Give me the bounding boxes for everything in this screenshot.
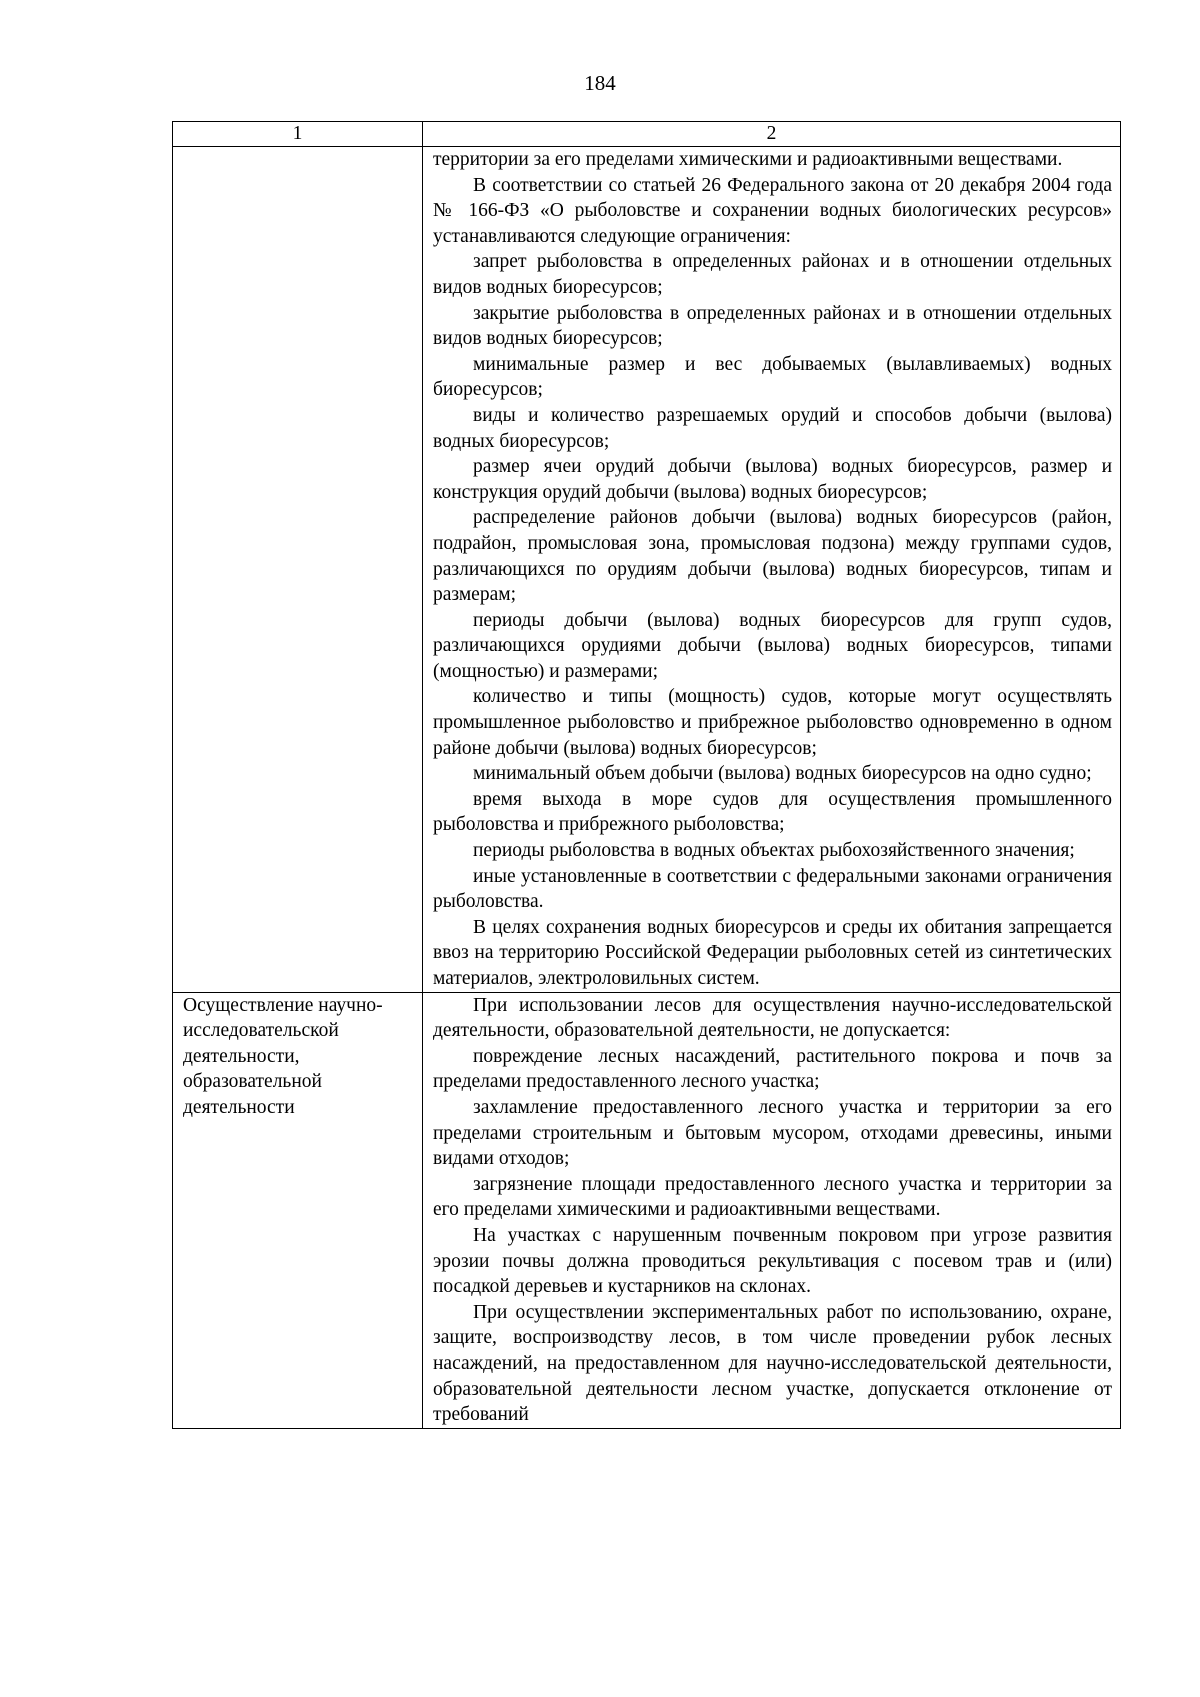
row-2-activity-cell: Осуществление научно-исследовательской деятельности, образовательной деятельности [173, 992, 423, 1428]
list-item: распределение районов добычи (вылова) водных биоресурсов (район, подрайон, промысловая зона, промысловая подзона) между группами судов, различающихся по орудиям добычи (вылова) водных биоресурсов, типам и размерам; [433, 507, 1112, 606]
list-item: виды и количество разрешаемых орудий и способов добычи (вылова) водных биоресурсов; [433, 404, 1112, 452]
row-1-activity-cell [173, 147, 423, 993]
list-item: время выхода в море судов для осуществления промышленного рыболовства и прибрежного рыболовства; [433, 788, 1112, 836]
column-header-1: 1 [173, 122, 423, 147]
list-item: минимальный объем добычи (вылова) водных биоресурсов на одно судно; [473, 763, 1092, 785]
table-row [173, 992, 1121, 1428]
row-1-restrictions-cell [423, 147, 1121, 993]
paragraph: При использовании лесов для осуществления научно-исследовательской деятельности, образовательной деятельности, не допускается: [433, 994, 1112, 1042]
row-2-restrictions-cell [423, 992, 1121, 1428]
list-item: количество и типы (мощность) судов, которые могут осуществлять промышленное рыболовство и прибрежное рыболовство одновременно в одном районе добычи (вылова) водных биоресурсов; [433, 686, 1112, 759]
paragraph: В целях сохранения водных биоресурсов и среды их обитания запрещается ввоз на территорию Российской Федерации рыболовных сетей из синтетических материалов, электроловильных систем. [433, 916, 1112, 989]
paragraph: На участках с нарушенным почвенным покровом при угрозе развития эрозии почвы должна проводиться рекультивация с посевом трав и (или) посадкой деревьев и кустарников на склонах. [433, 1224, 1112, 1298]
list-item: запрет рыболовства в определенных районах и в отношении отдельных видов водных биоресурсов; [433, 251, 1112, 298]
page-number: 184 [584, 71, 616, 95]
list-item: периоды рыболовства в водных объектах рыбохозяйственного значения; [473, 840, 1075, 862]
list-item: повреждение лесных насаждений, растительного покрова и почв за пределами предоставленного лесного участка; [433, 1045, 1112, 1093]
document-table [172, 121, 1121, 1429]
paragraph: При осуществлении экспериментальных работ по использованию, охране, защите, воспроизводству лесов, в том числе проведении рубок лесных насаждений, на предоставленном для научно-исследовательской деятельности, образовательной деятельности лесном участке, допускается отклонение от требований [433, 1301, 1112, 1426]
list-item: размер ячеи орудий добычи (вылова) водных биоресурсов, размер и конструкция орудий добычи (вылова) водных биоресурсов; [433, 456, 1112, 503]
list-item: иные установленные в соответствии с федеральными законами ограничения рыболовства. [433, 865, 1112, 913]
list-item: загрязнение площади предоставленного лесного участка и территории за его пределами химическими и радиоактивными веществами. [433, 1173, 1112, 1221]
list-item: минимальные размер и вес добываемых (вылавливаемых) водных биоресурсов; [433, 353, 1112, 401]
list-item: периоды добычи (вылова) водных биоресурсов для групп судов, различающихся орудиями добычи (вылова) водных биоресурсов, типами (мощностью) и размерами; [433, 609, 1112, 682]
list-item: захламление предоставленного лесного участка и территории за его пределами строительным и бытовым мусором, отходами древесины, иными видами отходов; [433, 1096, 1112, 1170]
column-header-2: 2 [423, 122, 1121, 147]
table-header-row [173, 122, 1121, 147]
paragraph: В соответствии со статьей 26 Федерального закона от 20 декабря 2004 года № 166-ФЗ «О рыболовстве и сохранении водных биологических ресурсов» устанавливаются следующие ограничения: [433, 174, 1112, 247]
paragraph: территории за его пределами химическими и радиоактивными веществами. [433, 149, 1063, 170]
list-item: закрытие рыболовства в определенных районах и в отношении отдельных видов водных биоресурсов; [433, 302, 1112, 350]
table-row [173, 147, 1121, 993]
